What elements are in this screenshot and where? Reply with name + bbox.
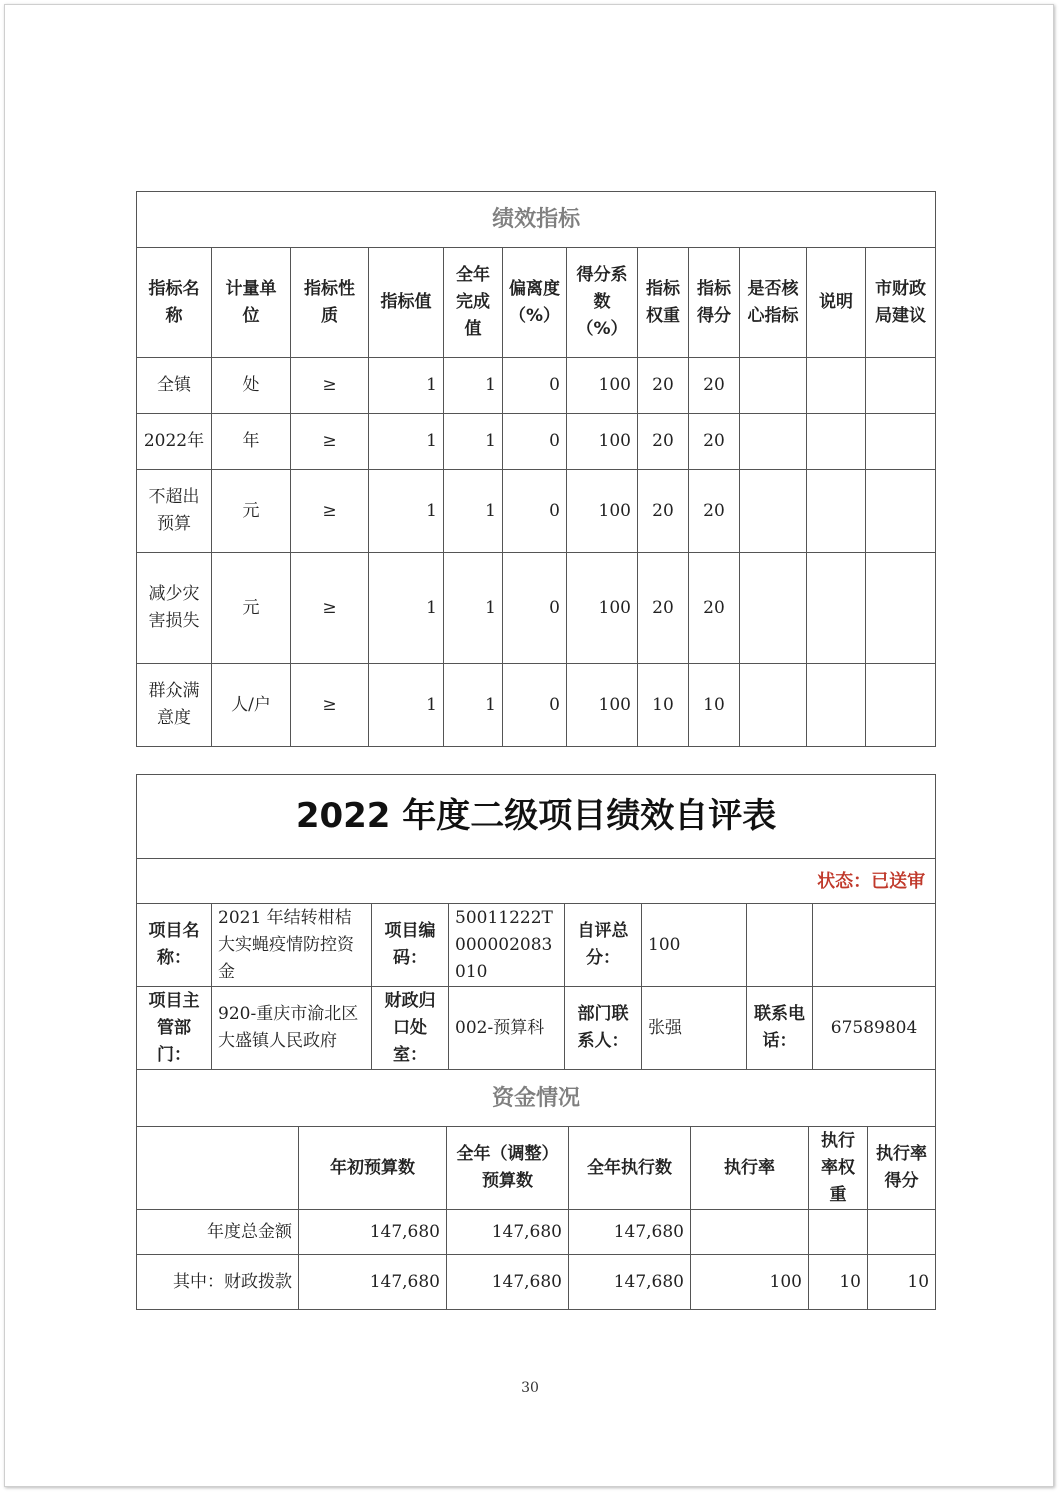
col-header: 指标值	[369, 248, 444, 358]
unit: 年	[212, 414, 291, 470]
target-value: 1	[369, 414, 444, 470]
advice	[866, 470, 936, 553]
rate-score	[868, 1210, 936, 1255]
empty-cell	[747, 904, 813, 987]
execution-rate: 100	[691, 1255, 809, 1310]
indicator-name: 群众满意度	[137, 664, 212, 747]
funds-table	[136, 1069, 936, 1310]
phone: 67589804	[813, 987, 936, 1070]
actual-value: 1	[444, 664, 503, 747]
initial-budget: 147,680	[299, 1210, 447, 1255]
col-header: 执行率	[691, 1127, 809, 1210]
col-header: 指标权重	[638, 248, 689, 358]
finance-office: 002-预算科	[449, 987, 565, 1070]
score: 20	[689, 470, 740, 553]
indicator-name: 2022年	[137, 414, 212, 470]
indicator-name: 不超出预算	[137, 470, 212, 553]
page-number: 30	[521, 1380, 539, 1396]
advice	[866, 664, 936, 747]
score: 10	[689, 664, 740, 747]
weight: 10	[638, 664, 689, 747]
col-header: 执行率权重	[809, 1127, 868, 1210]
table-row	[137, 553, 936, 664]
adjusted-budget: 147,680	[447, 1255, 569, 1310]
col-header: 指标得分	[689, 248, 740, 358]
row-label: 其中：财政拨款	[137, 1255, 299, 1310]
deviation: 0	[503, 470, 567, 553]
note	[807, 470, 866, 553]
deviation: 0	[503, 358, 567, 414]
dept: 920-重庆市渝北区大盛镇人民政府	[212, 987, 372, 1070]
deviation: 0	[503, 664, 567, 747]
target-value: 1	[369, 664, 444, 747]
department-info-row	[137, 987, 936, 1070]
nature: ≥	[291, 358, 369, 414]
indicator-name: 全镇	[137, 358, 212, 414]
actual-value: 1	[444, 414, 503, 470]
score-coefficient: 100	[567, 414, 638, 470]
self-score: 100	[642, 904, 747, 987]
is-core	[740, 664, 807, 747]
executed-amount: 147,680	[569, 1255, 691, 1310]
perf-header-row	[137, 248, 936, 358]
performance-indicators-table	[136, 191, 936, 747]
executed-amount: 147,680	[569, 1210, 691, 1255]
perf-section-title: 绩效指标	[137, 192, 936, 248]
funds-section-title: 资金情况	[137, 1070, 936, 1127]
advice	[866, 358, 936, 414]
actual-value: 1	[444, 553, 503, 664]
score: 20	[689, 358, 740, 414]
form-title: 2022 年度二级项目绩效自评表	[137, 775, 936, 859]
col-header: 是否核心指标	[740, 248, 807, 358]
table-row	[137, 1255, 936, 1310]
adjusted-budget: 147,680	[447, 1210, 569, 1255]
col-header: 指标名称	[137, 248, 212, 358]
col-header: 得分系数（%）	[567, 248, 638, 358]
status-badge: 状态：已送审	[137, 859, 936, 904]
is-core	[740, 414, 807, 470]
score-coefficient: 100	[567, 553, 638, 664]
indicator-name: 减少灾害损失	[137, 553, 212, 664]
advice	[866, 553, 936, 664]
rate-score: 10	[868, 1255, 936, 1310]
nature: ≥	[291, 664, 369, 747]
score: 20	[689, 553, 740, 664]
table-row	[137, 664, 936, 747]
is-core	[740, 553, 807, 664]
target-value: 1	[369, 553, 444, 664]
unit: 元	[212, 470, 291, 553]
col-header: 全年完成值	[444, 248, 503, 358]
self-evaluation-form-table	[136, 774, 936, 1070]
rate-weight: 10	[809, 1255, 868, 1310]
contact: 张强	[642, 987, 747, 1070]
col-header: 指标性质	[291, 248, 369, 358]
table-row	[137, 470, 936, 553]
self-score-label: 自评总分：	[565, 904, 642, 987]
execution-rate	[691, 1210, 809, 1255]
phone-label: 联系电话：	[747, 987, 813, 1070]
col-header: 全年（调整）预算数	[447, 1127, 569, 1210]
col-header: 偏离度（%）	[503, 248, 567, 358]
actual-value: 1	[444, 470, 503, 553]
table-row	[137, 414, 936, 470]
weight: 20	[638, 358, 689, 414]
target-value: 1	[369, 470, 444, 553]
nature: ≥	[291, 553, 369, 664]
funds-header-row	[137, 1127, 936, 1210]
dept-label: 项目主管部门：	[137, 987, 212, 1070]
weight: 20	[638, 553, 689, 664]
col-header: 计量单位	[212, 248, 291, 358]
score: 20	[689, 414, 740, 470]
nature: ≥	[291, 414, 369, 470]
initial-budget: 147,680	[299, 1255, 447, 1310]
is-core	[740, 470, 807, 553]
contact-label: 部门联系人：	[565, 987, 642, 1070]
score-coefficient: 100	[567, 358, 638, 414]
unit: 元	[212, 553, 291, 664]
target-value: 1	[369, 358, 444, 414]
project-code-label: 项目编码：	[372, 904, 449, 987]
note	[807, 358, 866, 414]
deviation: 0	[503, 414, 567, 470]
weight: 20	[638, 414, 689, 470]
note	[807, 553, 866, 664]
empty-cell	[813, 904, 936, 987]
col-header: 市财政局建议	[866, 248, 936, 358]
project-name: 2021 年结转柑桔大实蝇疫情防控资金	[212, 904, 372, 987]
nature: ≥	[291, 470, 369, 553]
unit: 人/户	[212, 664, 291, 747]
col-header: 执行率得分	[868, 1127, 936, 1210]
finance-office-label: 财政归口处室：	[372, 987, 449, 1070]
project-name-label: 项目名称：	[137, 904, 212, 987]
row-label: 年度总金额	[137, 1210, 299, 1255]
is-core	[740, 358, 807, 414]
table-row	[137, 1210, 936, 1255]
note	[807, 664, 866, 747]
note	[807, 414, 866, 470]
project-code: 50011222T000002083010	[449, 904, 565, 987]
actual-value: 1	[444, 358, 503, 414]
rate-weight	[809, 1210, 868, 1255]
col-header: 全年执行数	[569, 1127, 691, 1210]
deviation: 0	[503, 553, 567, 664]
advice	[866, 414, 936, 470]
score-coefficient: 100	[567, 664, 638, 747]
unit: 处	[212, 358, 291, 414]
weight: 20	[638, 470, 689, 553]
empty-header	[137, 1127, 299, 1210]
score-coefficient: 100	[567, 470, 638, 553]
col-header: 年初预算数	[299, 1127, 447, 1210]
col-header: 说明	[807, 248, 866, 358]
project-info-row	[137, 904, 936, 987]
table-row	[137, 358, 936, 414]
